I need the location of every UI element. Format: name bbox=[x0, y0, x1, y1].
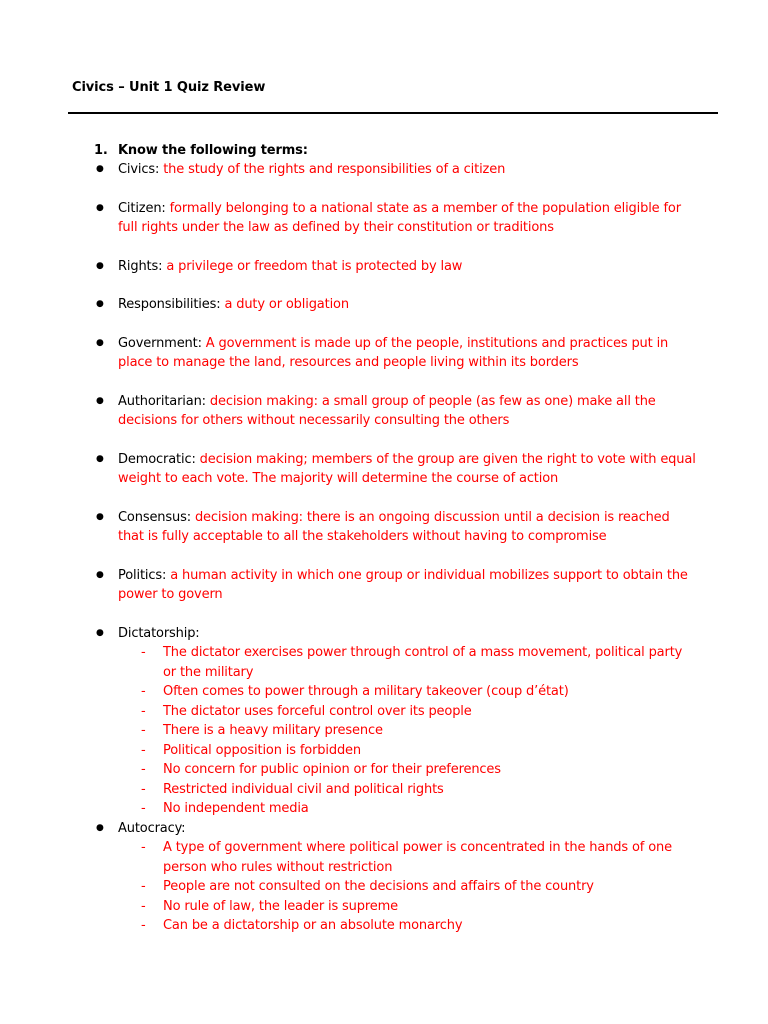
term-label: Rights: bbox=[118, 258, 163, 274]
list-item bbox=[0, 760, 693, 780]
term-definition: a privilege or freedom that is protected by law bbox=[166, 258, 463, 274]
term-definition: decision making: there is an ongoing discussion until a decision is reached that is fully acceptable to all the stakeholders without having to compromise bbox=[118, 509, 670, 544]
bullet-icon: ● bbox=[96, 395, 104, 406]
term-definition: decision making: a small group of people (as few as one) make all the decisions for others without necessarily consulting the others bbox=[118, 393, 656, 428]
section-heading bbox=[0, 141, 768, 160]
dictatorship-list bbox=[0, 643, 768, 819]
bullet-icon: ● bbox=[96, 453, 104, 464]
list-item bbox=[0, 702, 693, 722]
bullet-icon: ● bbox=[96, 337, 104, 348]
dash-icon: - bbox=[141, 801, 146, 816]
dash-icon: - bbox=[141, 840, 146, 855]
section-heading-text: Know the following terms: bbox=[118, 143, 308, 158]
term-item-civics bbox=[0, 160, 698, 180]
bullet-icon: ● bbox=[96, 511, 104, 522]
term-label: Authoritarian: bbox=[118, 393, 206, 409]
list-item bbox=[0, 838, 693, 877]
term-definition: decision making; members of the group are given the right to vote with equal weight to each vote. The majority will determine the course of action bbox=[118, 451, 696, 486]
list-item-text: Political opposition is forbidden bbox=[163, 742, 361, 758]
bullet-icon: ● bbox=[96, 299, 104, 309]
term-label: Autocracy: bbox=[118, 820, 186, 836]
term-label: Responsibilities: bbox=[118, 297, 221, 312]
document-body bbox=[0, 141, 768, 936]
term-label: Dictatorship: bbox=[118, 625, 200, 641]
term-label: Government: bbox=[118, 335, 202, 351]
list-item-text: There is a heavy military presence bbox=[163, 723, 383, 738]
list-item-text: The dictator uses forceful control over its people bbox=[163, 703, 472, 719]
term-definition: a human activity in which one group or individual mobilizes support to obtain the power to govern bbox=[118, 567, 688, 602]
list-item bbox=[0, 643, 693, 682]
term-item-autocracy bbox=[0, 819, 698, 839]
term-label: Consensus: bbox=[118, 509, 191, 525]
dash-icon: - bbox=[141, 645, 146, 660]
term-label: Citizen: bbox=[118, 200, 166, 216]
list-item-text: Often comes to power through a military takeover (coup d’état) bbox=[163, 684, 569, 699]
term-label: Civics: bbox=[118, 162, 160, 177]
dash-icon: - bbox=[141, 879, 146, 894]
title-divider bbox=[68, 112, 718, 114]
term-item-citizen bbox=[0, 199, 698, 238]
list-item-text: Restricted individual civil and political rights bbox=[163, 781, 444, 797]
term-definition: a duty or obligation bbox=[224, 297, 349, 312]
bullet-icon: ● bbox=[96, 202, 104, 213]
list-item bbox=[0, 897, 693, 917]
list-item-text: A type of government where political power is concentrated in the hands of one person who rules without restriction bbox=[163, 840, 672, 875]
term-definition: the study of the rights and responsibilities of a citizen bbox=[163, 162, 506, 177]
list-item bbox=[0, 682, 693, 702]
list-item-text: No rule of law, the leader is supreme bbox=[163, 898, 398, 914]
bullet-icon: ● bbox=[96, 569, 104, 580]
term-item-rights bbox=[0, 257, 698, 277]
term-definition: A government is made up of the people, institutions and practices put in place to manage the land, resources and people living within its borders bbox=[118, 335, 669, 370]
list-item-text: The dictator exercises power through control of a mass movement, political party or the military bbox=[163, 645, 683, 680]
term-label: Politics: bbox=[118, 567, 167, 583]
list-item-text: Can be a dictatorship or an absolute monarchy bbox=[163, 918, 463, 933]
dash-icon: - bbox=[141, 723, 146, 738]
bullet-icon: ● bbox=[96, 822, 104, 833]
dash-icon: - bbox=[141, 684, 146, 699]
term-item-democratic bbox=[0, 450, 698, 489]
list-item-text: No concern for public opinion or for their preferences bbox=[163, 762, 501, 777]
page-title: Civics – Unit 1 Quiz Review bbox=[72, 80, 266, 95]
term-item-dictatorship bbox=[0, 624, 698, 644]
dash-icon: - bbox=[141, 898, 146, 914]
dash-icon: - bbox=[141, 918, 146, 933]
dash-icon: - bbox=[141, 703, 146, 719]
list-item bbox=[0, 780, 693, 800]
term-item-government bbox=[0, 334, 698, 373]
list-item bbox=[0, 721, 693, 741]
dash-icon: - bbox=[141, 762, 146, 777]
term-label: Democratic: bbox=[118, 451, 196, 467]
term-item-authoritarian bbox=[0, 392, 698, 431]
term-item-consensus bbox=[0, 508, 698, 547]
term-definition: formally belonging to a national state as a member of the population eligible for full rights under the law as defined by their constitution or traditions bbox=[118, 200, 681, 235]
autocracy-list bbox=[0, 838, 768, 936]
bullet-icon: ● bbox=[96, 164, 104, 174]
dash-icon: - bbox=[141, 781, 146, 797]
bullet-icon: ● bbox=[96, 260, 104, 271]
term-item-responsibilities bbox=[0, 295, 698, 315]
list-item bbox=[0, 741, 693, 761]
dash-icon: - bbox=[141, 742, 146, 758]
section-number: 1. bbox=[94, 143, 108, 158]
list-item bbox=[0, 877, 693, 897]
list-item-text: No independent media bbox=[163, 801, 309, 816]
list-item bbox=[0, 799, 693, 819]
term-item-politics bbox=[0, 566, 698, 605]
list-item-text: People are not consulted on the decisions and affairs of the country bbox=[163, 879, 594, 894]
bullet-icon: ● bbox=[96, 627, 104, 638]
list-item bbox=[0, 916, 693, 936]
